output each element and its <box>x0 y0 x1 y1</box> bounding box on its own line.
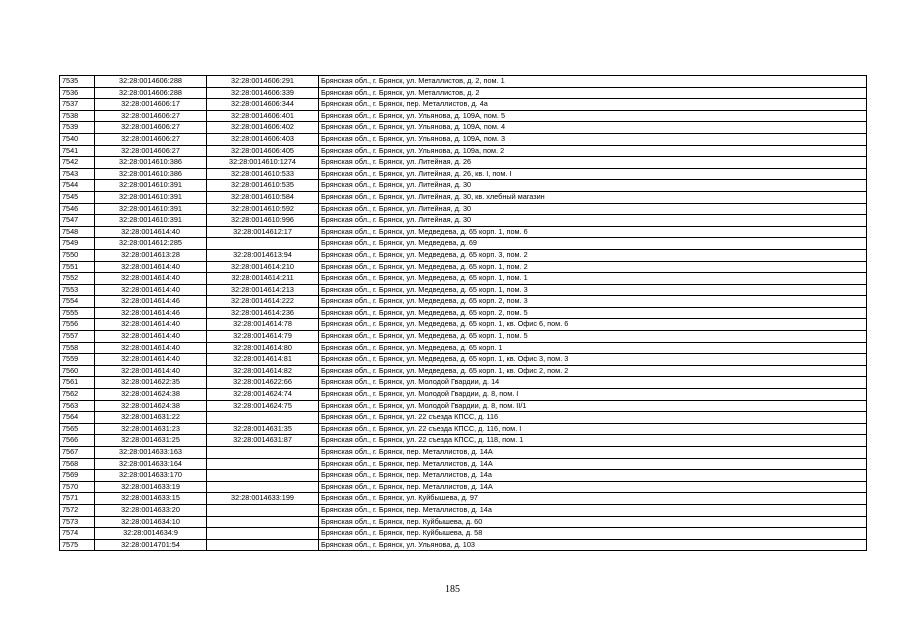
cadastral-number-cell: 32:28:0014631:23 <box>95 423 207 435</box>
address-cell: Брянская обл., г. Брянск, ул. Медведева, д. 65 корп. 2, пом. 3 <box>319 296 867 308</box>
cadastral-number-cell: 32:28:0014633:163 <box>95 447 207 459</box>
cadastral-number-cell: 32:28:0014634:10 <box>95 516 207 528</box>
row-number-cell: 7541 <box>60 145 95 157</box>
row-number-cell: 7564 <box>60 412 95 424</box>
address-cell: Брянская обл., г. Брянск, ул. Металлистов, д. 2, пом. 1 <box>319 76 867 88</box>
row-number-cell: 7565 <box>60 423 95 435</box>
row-number-cell: 7537 <box>60 99 95 111</box>
related-cadastral-number-cell: 32:28:0014613:94 <box>207 249 319 261</box>
related-cadastral-number-cell: 32:28:0014614:222 <box>207 296 319 308</box>
table-row <box>60 493 867 505</box>
row-number-cell: 7573 <box>60 516 95 528</box>
cadastral-number-cell: 32:28:0014610:391 <box>95 203 207 215</box>
related-cadastral-number-cell <box>207 539 319 551</box>
related-cadastral-number-cell: 32:28:0014614:213 <box>207 284 319 296</box>
address-cell: Брянская обл., г. Брянск, пер. Куйбышева, д. 58 <box>319 528 867 540</box>
table-row <box>60 331 867 343</box>
cadastral-number-cell: 32:28:0014614:40 <box>95 261 207 273</box>
row-number-cell: 7568 <box>60 458 95 470</box>
cadastral-number-cell: 32:28:0014614:40 <box>95 319 207 331</box>
related-cadastral-number-cell <box>207 516 319 528</box>
cadastral-number-cell: 32:28:0014610:391 <box>95 180 207 192</box>
row-number-cell: 7549 <box>60 238 95 250</box>
table-row <box>60 307 867 319</box>
cadastral-number-cell: 32:28:0014614:40 <box>95 284 207 296</box>
table-row <box>60 435 867 447</box>
table-row <box>60 354 867 366</box>
address-cell: Брянская обл., г. Брянск, ул. Медведева, д. 65 корп. 1 <box>319 342 867 354</box>
related-cadastral-number-cell: 32:28:0014610:533 <box>207 168 319 180</box>
row-number-cell: 7559 <box>60 354 95 366</box>
related-cadastral-number-cell: 32:28:0014606:401 <box>207 110 319 122</box>
table-row <box>60 470 867 482</box>
table-row <box>60 203 867 215</box>
table-row <box>60 516 867 528</box>
related-cadastral-number-cell: 32:28:0014614:81 <box>207 354 319 366</box>
address-cell: Брянская обл., г. Брянск, пер. Металлистов, д. 14а <box>319 504 867 516</box>
cadastral-number-cell: 32:28:0014633:19 <box>95 481 207 493</box>
related-cadastral-number-cell: 32:28:0014606:405 <box>207 145 319 157</box>
row-number-cell: 7562 <box>60 389 95 401</box>
table-row <box>60 110 867 122</box>
address-cell: Брянская обл., г. Брянск, ул. 22 съезда КПСС, д. 116 <box>319 412 867 424</box>
address-cell: Брянская обл., г. Брянск, ул. Медведева, д. 65 корп. 1, пом. 6 <box>319 226 867 238</box>
table-row <box>60 458 867 470</box>
related-cadastral-number-cell <box>207 447 319 459</box>
table-row <box>60 504 867 516</box>
row-number-cell: 7571 <box>60 493 95 505</box>
related-cadastral-number-cell: 32:28:0014610:535 <box>207 180 319 192</box>
row-number-cell: 7574 <box>60 528 95 540</box>
related-cadastral-number-cell <box>207 504 319 516</box>
row-number-cell: 7545 <box>60 191 95 203</box>
cadastral-number-cell: 32:28:0014610:386 <box>95 168 207 180</box>
related-cadastral-number-cell: 32:28:0014614:78 <box>207 319 319 331</box>
table-row <box>60 215 867 227</box>
row-number-cell: 7567 <box>60 447 95 459</box>
related-cadastral-number-cell: 32:28:0014606:403 <box>207 133 319 145</box>
related-cadastral-number-cell: 32:28:0014614:79 <box>207 331 319 343</box>
cadastral-number-cell: 32:28:0014614:40 <box>95 331 207 343</box>
table-row <box>60 539 867 551</box>
address-cell: Брянская обл., г. Брянск, ул. Ульянова, д. 109А, пом. 5 <box>319 110 867 122</box>
table-row <box>60 365 867 377</box>
row-number-cell: 7544 <box>60 180 95 192</box>
related-cadastral-number-cell: 32:28:0014614:236 <box>207 307 319 319</box>
cadastral-number-cell: 32:28:0014610:386 <box>95 157 207 169</box>
cadastral-number-cell: 32:28:0014614:46 <box>95 296 207 308</box>
related-cadastral-number-cell <box>207 458 319 470</box>
cadastral-number-cell: 32:28:0014606:27 <box>95 145 207 157</box>
row-number-cell: 7551 <box>60 261 95 273</box>
row-number-cell: 7547 <box>60 215 95 227</box>
table-row <box>60 157 867 169</box>
related-cadastral-number-cell: 32:28:0014614:211 <box>207 273 319 285</box>
address-cell: Брянская обл., г. Брянск, пер. Металлистов, д. 14А <box>319 458 867 470</box>
row-number-cell: 7539 <box>60 122 95 134</box>
address-cell: Брянская обл., г. Брянск, ул. Литейная, д. 30, кв. хлебный магазин <box>319 191 867 203</box>
address-cell: Брянская обл., г. Брянск, пер. Куйбышева, д. 60 <box>319 516 867 528</box>
address-cell: Брянская обл., г. Брянск, ул. Литейная, д. 26 <box>319 157 867 169</box>
related-cadastral-number-cell: 32:28:0014614:210 <box>207 261 319 273</box>
cadastral-number-cell: 32:28:0014606:27 <box>95 133 207 145</box>
address-cell: Брянская обл., г. Брянск, ул. Молодой Гвардии, д. 8, пом. II/1 <box>319 400 867 412</box>
table-row <box>60 99 867 111</box>
cadastral-number-cell: 32:28:0014606:27 <box>95 110 207 122</box>
related-cadastral-number-cell: 32:28:0014624:74 <box>207 389 319 401</box>
related-cadastral-number-cell: 32:28:0014631:35 <box>207 423 319 435</box>
row-number-cell: 7538 <box>60 110 95 122</box>
table-row <box>60 389 867 401</box>
row-number-cell: 7540 <box>60 133 95 145</box>
address-cell: Брянская обл., г. Брянск, ул. Молодой Гвардии, д. 14 <box>319 377 867 389</box>
cadastral-number-cell: 32:28:0014614:46 <box>95 307 207 319</box>
table-row <box>60 377 867 389</box>
cadastral-number-cell: 32:28:0014624:38 <box>95 400 207 412</box>
row-number-cell: 7548 <box>60 226 95 238</box>
table-row <box>60 238 867 250</box>
row-number-cell: 7555 <box>60 307 95 319</box>
row-number-cell: 7550 <box>60 249 95 261</box>
row-number-cell: 7546 <box>60 203 95 215</box>
cadastral-number-cell: 32:28:0014606:27 <box>95 122 207 134</box>
table-row <box>60 528 867 540</box>
address-cell: Брянская обл., г. Брянск, ул. Литейная, д. 30 <box>319 203 867 215</box>
address-cell: Брянская обл., г. Брянск, ул. Литейная, д. 30 <box>319 215 867 227</box>
address-cell: Брянская обл., г. Брянск, ул. Медведева, д. 65 корп. 1, пом. 2 <box>319 261 867 273</box>
related-cadastral-number-cell: 32:28:0014624:75 <box>207 400 319 412</box>
row-number-cell: 7556 <box>60 319 95 331</box>
related-cadastral-number-cell <box>207 238 319 250</box>
table-row <box>60 226 867 238</box>
cadastral-number-cell: 32:28:0014614:40 <box>95 273 207 285</box>
address-cell: Брянская обл., г. Брянск, ул. Металлистов, д. 2 <box>319 87 867 99</box>
cadastral-number-cell: 32:28:0014610:391 <box>95 215 207 227</box>
table-row <box>60 284 867 296</box>
row-number-cell: 7554 <box>60 296 95 308</box>
related-cadastral-number-cell: 32:28:0014614:82 <box>207 365 319 377</box>
row-number-cell: 7542 <box>60 157 95 169</box>
cadastral-number-cell: 32:28:0014614:40 <box>95 226 207 238</box>
cadastral-number-cell: 32:28:0014631:22 <box>95 412 207 424</box>
address-cell: Брянская обл., г. Брянск, ул. Медведева, д. 65 корп. 2, пом. 5 <box>319 307 867 319</box>
address-cell: Брянская обл., г. Брянск, ул. Ульянова, д. 109А, пом. 3 <box>319 133 867 145</box>
related-cadastral-number-cell: 32:28:0014610:584 <box>207 191 319 203</box>
address-cell: Брянская обл., г. Брянск, ул. Медведева, д. 65 корп. 1, пом. 5 <box>319 331 867 343</box>
address-cell: Брянская обл., г. Брянск, ул. Медведева, д. 65 корп. 1, кв. Офис 3, пом. 3 <box>319 354 867 366</box>
row-number-cell: 7563 <box>60 400 95 412</box>
cadastral-number-cell: 32:28:0014701:54 <box>95 539 207 551</box>
row-number-cell: 7535 <box>60 76 95 88</box>
cadastral-number-cell: 32:28:0014612:285 <box>95 238 207 250</box>
address-cell: Брянская обл., г. Брянск, ул. Ульянова, д. 103 <box>319 539 867 551</box>
related-cadastral-number-cell: 32:28:0014606:344 <box>207 99 319 111</box>
cadastral-number-cell: 32:28:0014633:170 <box>95 470 207 482</box>
table-row <box>60 342 867 354</box>
table-row <box>60 273 867 285</box>
related-cadastral-number-cell: 32:28:0014633:199 <box>207 493 319 505</box>
cadastral-number-cell: 32:28:0014614:40 <box>95 342 207 354</box>
address-cell: Брянская обл., г. Брянск, ул. Медведева, д. 69 <box>319 238 867 250</box>
address-cell: Брянская обл., г. Брянск, ул. Медведева, д. 65 корп. 3, пом. 2 <box>319 249 867 261</box>
table-row <box>60 447 867 459</box>
table-row <box>60 76 867 88</box>
row-number-cell: 7557 <box>60 331 95 343</box>
row-number-cell: 7566 <box>60 435 95 447</box>
cadastral-number-cell: 32:28:0014606:288 <box>95 87 207 99</box>
table-row <box>60 180 867 192</box>
table-row <box>60 122 867 134</box>
address-cell: Брянская обл., г. Брянск, ул. 22 съезда КПСС, д. 118, пом. 1 <box>319 435 867 447</box>
table-row <box>60 145 867 157</box>
cadastral-number-cell: 32:28:0014631:25 <box>95 435 207 447</box>
address-cell: Брянская обл., г. Брянск, ул. Молодой Гвардии, д. 8, пом. I <box>319 389 867 401</box>
table-row <box>60 191 867 203</box>
address-cell: Брянская обл., г. Брянск, пер. Металлистов, д. 14А <box>319 447 867 459</box>
related-cadastral-number-cell: 32:28:0014614:80 <box>207 342 319 354</box>
related-cadastral-number-cell <box>207 528 319 540</box>
related-cadastral-number-cell <box>207 412 319 424</box>
address-cell: Брянская обл., г. Брянск, ул. Литейная, д. 30 <box>319 180 867 192</box>
related-cadastral-number-cell: 32:28:0014631:87 <box>207 435 319 447</box>
related-cadastral-number-cell: 32:28:0014610:996 <box>207 215 319 227</box>
cadastral-number-cell: 32:28:0014633:15 <box>95 493 207 505</box>
address-cell: Брянская обл., г. Брянск, ул. Медведева, д. 65 корп. 1, кв. Офис 2, пом. 2 <box>319 365 867 377</box>
address-cell: Брянская обл., г. Брянск, ул. Куйбышева, д. 97 <box>319 493 867 505</box>
address-cell: Брянская обл., г. Брянск, ул. Ульянова, д. 109а, пом. 2 <box>319 145 867 157</box>
property-register-table <box>59 75 867 551</box>
related-cadastral-number-cell: 32:28:0014610:1274 <box>207 157 319 169</box>
row-number-cell: 7572 <box>60 504 95 516</box>
related-cadastral-number-cell: 32:28:0014622:66 <box>207 377 319 389</box>
related-cadastral-number-cell: 32:28:0014606:291 <box>207 76 319 88</box>
cadastral-number-cell: 32:28:0014633:20 <box>95 504 207 516</box>
table-row <box>60 481 867 493</box>
table-row <box>60 168 867 180</box>
related-cadastral-number-cell: 32:28:0014606:339 <box>207 87 319 99</box>
table-row <box>60 319 867 331</box>
cadastral-number-cell: 32:28:0014606:17 <box>95 99 207 111</box>
cadastral-number-cell: 32:28:0014634:9 <box>95 528 207 540</box>
row-number-cell: 7552 <box>60 273 95 285</box>
related-cadastral-number-cell: 32:28:0014610:592 <box>207 203 319 215</box>
table-row <box>60 261 867 273</box>
cadastral-number-cell: 32:28:0014614:40 <box>95 354 207 366</box>
row-number-cell: 7570 <box>60 481 95 493</box>
address-cell: Брянская обл., г. Брянск, ул. Медведева, д. 65 корп. 1, пом. 3 <box>319 284 867 296</box>
register-table-body <box>60 76 867 551</box>
table-row <box>60 133 867 145</box>
table-row <box>60 412 867 424</box>
table-row <box>60 296 867 308</box>
row-number-cell: 7575 <box>60 539 95 551</box>
row-number-cell: 7543 <box>60 168 95 180</box>
address-cell: Брянская обл., г. Брянск, ул. 22 съезда КПСС, д. 116, пом. I <box>319 423 867 435</box>
related-cadastral-number-cell <box>207 470 319 482</box>
address-cell: Брянская обл., г. Брянск, ул. Литейная, д. 26, кв. I, пом. I <box>319 168 867 180</box>
row-number-cell: 7561 <box>60 377 95 389</box>
row-number-cell: 7558 <box>60 342 95 354</box>
address-cell: Брянская обл., г. Брянск, пер. Металлистов, д. 14А <box>319 481 867 493</box>
address-cell: Брянская обл., г. Брянск, ул. Медведева, д. 65 корп. 1, пом. 1 <box>319 273 867 285</box>
cadastral-number-cell: 32:28:0014624:38 <box>95 389 207 401</box>
cadastral-number-cell: 32:28:0014633:164 <box>95 458 207 470</box>
page-number: 185 <box>445 584 460 595</box>
table-row <box>60 249 867 261</box>
cadastral-number-cell: 32:28:0014610:391 <box>95 191 207 203</box>
related-cadastral-number-cell: 32:28:0014612:17 <box>207 226 319 238</box>
table-row <box>60 400 867 412</box>
row-number-cell: 7569 <box>60 470 95 482</box>
related-cadastral-number-cell: 32:28:0014606:402 <box>207 122 319 134</box>
cadastral-number-cell: 32:28:0014606:288 <box>95 76 207 88</box>
address-cell: Брянская обл., г. Брянск, ул. Ульянова, д. 109А, пом. 4 <box>319 122 867 134</box>
row-number-cell: 7560 <box>60 365 95 377</box>
related-cadastral-number-cell <box>207 481 319 493</box>
address-cell: Брянская обл., г. Брянск, пер. Металлистов, д. 4а <box>319 99 867 111</box>
table-row <box>60 87 867 99</box>
cadastral-number-cell: 32:28:0014622:35 <box>95 377 207 389</box>
cadastral-number-cell: 32:28:0014614:40 <box>95 365 207 377</box>
address-cell: Брянская обл., г. Брянск, ул. Медведева, д. 65 корп. 1, кв. Офис 6, пом. 6 <box>319 319 867 331</box>
address-cell: Брянская обл., г. Брянск, пер. Металлистов, д. 14а <box>319 470 867 482</box>
table-row <box>60 423 867 435</box>
row-number-cell: 7553 <box>60 284 95 296</box>
cadastral-number-cell: 32:28:0014613:28 <box>95 249 207 261</box>
row-number-cell: 7536 <box>60 87 95 99</box>
